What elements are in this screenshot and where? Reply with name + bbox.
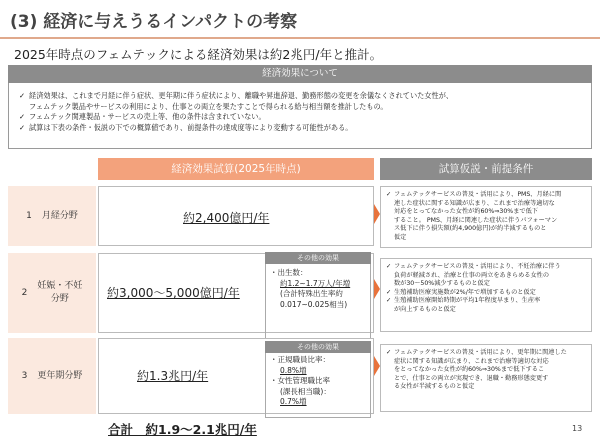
arrow-right-icon	[374, 204, 380, 224]
column-header-assumptions: 試算仮説・前提条件	[380, 158, 592, 180]
value-cell	[98, 186, 374, 246]
other-effects-heading: その他の効果	[265, 252, 371, 264]
assumption-item: ✓ フェムテックサービスの普及・活用により、PMS、月経に関 連した症状に関する知識が広まり、これまで治療等適切な 対応をとってなかった女性が約60%⇒30%まで低下 すること。 PMS、月経に関連した症状に伴うパフォーマン ス低下に伴う損失額(約4,900億円)が約半減するものと 仮定	[386, 191, 562, 241]
about-bullet: ✓ 経済効果は、これまで月経に伴う症状、更年期に伴う症状により、離職や昇進辞退、勤務形態の変更を余儀なくされていた女性が、	[19, 91, 454, 100]
check-icon: ✓	[19, 122, 26, 132]
economic-value: 約2,400億円/年	[183, 211, 270, 225]
value-cell	[98, 253, 374, 333]
assumption-item: ✓ フェムテックサービスの普及・活用により、不妊治療に伴う 負荷が軽減され、治療と仕事の両立をあきらめる女性の 数が30～50%減少するものと仮定	[386, 263, 561, 288]
page-number: 13	[572, 424, 583, 433]
headline: 2025年時点のフェムテックによる経済効果は約2兆円/年と推計。	[14, 47, 383, 62]
assumption-item: ✓ フェムテックサービスの普及・活用により、更年期に関連した 症状に関する知識が広まり、これまで治療等適切な対応 をとってなかった女性が約60%⇒30%まで低下するこ とで、仕事との両立が実現でき、退職・勤務形態変更す る女性が半減するものと仮定	[386, 349, 567, 391]
about-bullet: ✓ フェムテック関連製品・サービスの売上等、他の条件は含まれていない。	[19, 112, 266, 121]
page-title: (3) 経済に与えうるインパクトの考察	[10, 12, 298, 32]
arrow-right-icon	[374, 356, 380, 376]
arrow-right-icon	[374, 279, 380, 299]
about-heading: 経済効果について	[8, 65, 592, 83]
assumption-cell	[380, 258, 592, 332]
title-divider	[0, 37, 600, 39]
check-icon: ✓	[386, 349, 392, 356]
check-icon: ✓	[19, 112, 26, 121]
row-label-menstrual: 1 月経分野	[8, 186, 96, 246]
other-effects: その他の効果 ・正規職員比率： 0.8%増 ・女性管理職比率 (課長相当職)： 0.7%増	[265, 341, 371, 418]
about-bullet-cont: フェムテック製品やサービスの利用により、仕事との両立を果たすことで得られる給与相当額を推計したもの。	[29, 101, 388, 111]
column-header-calc: 経済効果試算(2025年時点)	[98, 158, 374, 180]
row-label-menopause: 3 更年期分野	[8, 338, 96, 414]
value-cell	[98, 338, 374, 414]
about-bullet: ✓ 試算は下表の条件・仮説の下での概算値であり、前提条件の達成度等により変動する可能性がある。	[19, 122, 353, 132]
assumption-cell	[380, 186, 592, 248]
total-value: 合計 約1.9～2.1兆円/年	[108, 422, 257, 437]
arrow-group	[374, 186, 382, 416]
check-icon: ✓	[386, 297, 392, 305]
other-effects-heading: その他の効果	[265, 341, 371, 353]
economic-value: 約3,000～5,000億円/年	[107, 286, 240, 300]
assumption-item: ✓ 生殖補助医療開始時期が平均1年程度早まり、生産率 が向上するものと仮定	[386, 297, 541, 313]
row-label-fertility: 2 妊娠・不妊 分野	[8, 253, 96, 333]
check-icon: ✓	[386, 288, 392, 296]
economic-value: 約1.3兆円/年	[137, 369, 209, 383]
check-icon: ✓	[19, 91, 26, 100]
check-icon: ✓	[386, 191, 392, 198]
assumption-item: ✓ 生殖補助医療実施数が2%/年で増加するものと仮定	[386, 288, 536, 296]
check-icon: ✓	[386, 263, 392, 270]
assumption-cell	[380, 344, 592, 412]
other-effects: その他の効果 ・出生数： 約1.2~1.7万人/年増 (合計特殊出生率約 0.017~0.025相当)	[265, 252, 371, 339]
about-body	[8, 83, 592, 149]
